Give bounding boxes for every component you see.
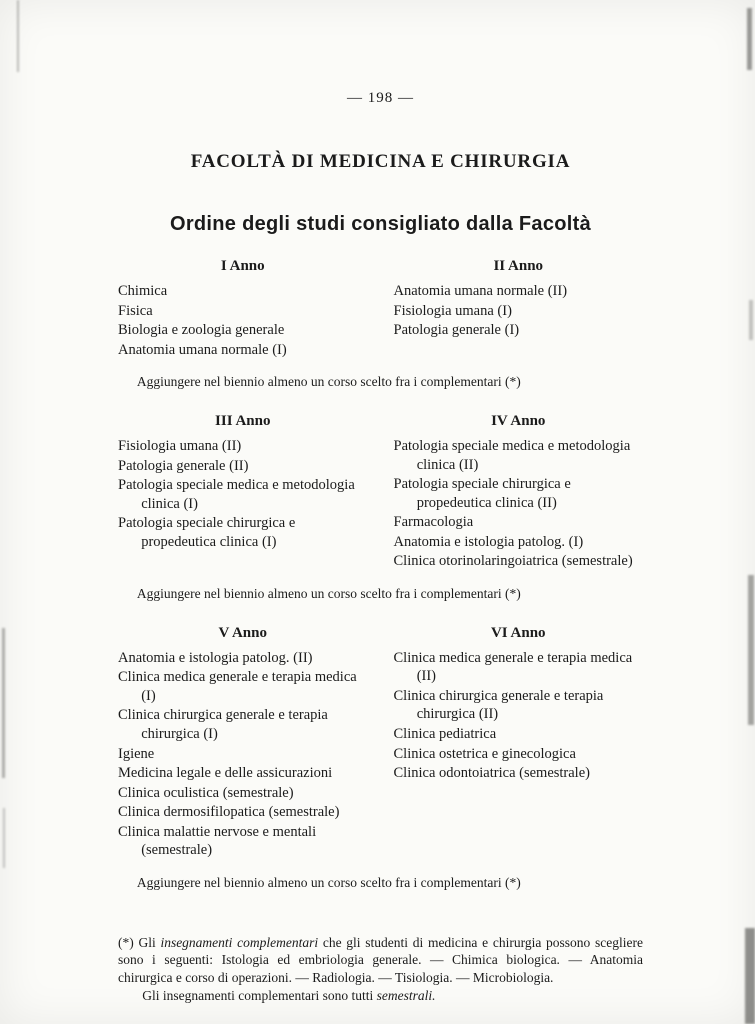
year-heading: I Anno: [220, 258, 265, 274]
page-subtitle: Ordine degli studi consigliato dalla Facoltà: [169, 213, 592, 235]
course-item: Clinica chirurgica generale e terapia chirurgica (II): [393, 687, 604, 723]
year-heading: III Anno: [215, 413, 271, 430]
course-item: Anatomia umana normale (II): [393, 283, 568, 299]
course-item: Clinica otorinolaringoiatrica (semestrale): [393, 553, 633, 570]
year-column-ii-anno: [394, 258, 644, 360]
year-column-iv-anno: [394, 413, 644, 572]
course-item: Igiene: [118, 745, 155, 762]
year-column-i-anno: [118, 258, 368, 360]
course-item: Clinica malattie nervose e mentali (semestrale): [118, 823, 317, 859]
study-plan-row-3: [118, 625, 643, 861]
course-item: Patologia generale (I): [393, 322, 520, 339]
course-item: Patologia speciale chirurgica e propedeutica clinica (I): [118, 515, 296, 550]
year-heading: II Anno: [493, 258, 544, 274]
footnote-paragraph-1: [118, 934, 643, 987]
year-heading: V Anno: [218, 624, 267, 641]
course-list: [394, 282, 644, 340]
course-item: Anatomia umana normale (I): [118, 341, 287, 358]
course-list: [394, 649, 644, 783]
year-column-v-anno: [118, 625, 368, 861]
footnote-italic-term: insegnamenti complementari: [160, 934, 319, 950]
year-heading: VI Anno: [490, 624, 546, 641]
course-item: Fisiologia umana (I): [393, 302, 512, 319]
course-item: Patologia speciale medica e metodologia clinica (I): [118, 477, 355, 512]
course-item: Clinica odontoiatrica (semestrale): [393, 765, 590, 782]
year-column-iii-anno: [118, 413, 368, 572]
course-item: Patologia generale (II): [118, 457, 249, 474]
course-item: Clinica oculistica (semestrale): [118, 784, 294, 801]
scan-artifact-right-spot: [747, 8, 752, 70]
course-item: Clinica medica generale e terapia medica (II): [393, 649, 633, 685]
course-item: Biologia e zoologia generale: [118, 322, 285, 339]
footnote-text: che gli studenti di medicina e chirurgia possono scegliere sono i seguenti: Istologia ed embriologia generale. — Chimica biologica. — Anatomia chirurgica e corso di operazioni. — Radiologia. — Tisiologia. — Microbiologia.: [118, 934, 643, 986]
course-item: Clinica medica generale e terapia medica (I): [118, 669, 357, 704]
course-item: Clinica ostetrica e ginecologica: [393, 745, 576, 762]
course-list: [118, 649, 368, 860]
course-item: Medicina legale e delle assicurazioni: [118, 765, 333, 782]
study-plan-row-1: [118, 258, 643, 360]
page-title: FACOLTÀ DI MEDICINA E CHIRURGIA: [190, 151, 571, 172]
course-list: [394, 437, 644, 571]
footnote-text: Gli insegnamenti complementari sono tutti: [142, 988, 377, 1004]
footnote-text: (*) Gli: [118, 934, 161, 950]
course-item: Clinica pediatrica: [393, 725, 497, 742]
scan-artifact-left-line: [17, 0, 19, 72]
year-column-vi-anno: [394, 625, 644, 861]
course-item: Anatomia e istologia patolog. (II): [118, 649, 313, 666]
biennio-note-1: Aggiungere nel biennio almeno un corso scelto fra i complementari (*): [136, 374, 521, 390]
course-item: Fisiologia umana (II): [118, 438, 242, 455]
biennio-note-3: Aggiungere nel biennio almeno un corso scelto fra i complementari (*): [136, 874, 521, 890]
biennio-note-2: Aggiungere nel biennio almeno un corso scelto fra i complementari (*): [136, 585, 521, 601]
footnote: [118, 934, 643, 1005]
footnote-paragraph-2: [118, 987, 643, 1005]
course-list: [118, 282, 368, 359]
course-item: Clinica dermosifilopatica (semestrale): [118, 804, 340, 821]
course-item: Fisica: [118, 302, 153, 319]
course-item: Clinica chirurgica generale e terapia chirurgica (I): [118, 707, 328, 742]
page-content: [0, 90, 755, 1005]
course-item: Farmacologia: [393, 514, 474, 531]
course-item: Chimica: [118, 283, 168, 299]
course-item: Anatomia e istologia patolog. (I): [393, 533, 584, 550]
course-item: Patologia speciale chirurgica e propedeutica clinica (II): [393, 476, 571, 511]
page-number: — 198 —: [347, 90, 414, 106]
course-item: Patologia speciale medica e metodologia clinica (II): [393, 438, 631, 473]
footnote-italic-term: semestrali.: [376, 988, 436, 1004]
course-list: [118, 437, 368, 551]
year-heading: IV Anno: [491, 413, 546, 430]
study-plan-row-2: [118, 413, 643, 572]
